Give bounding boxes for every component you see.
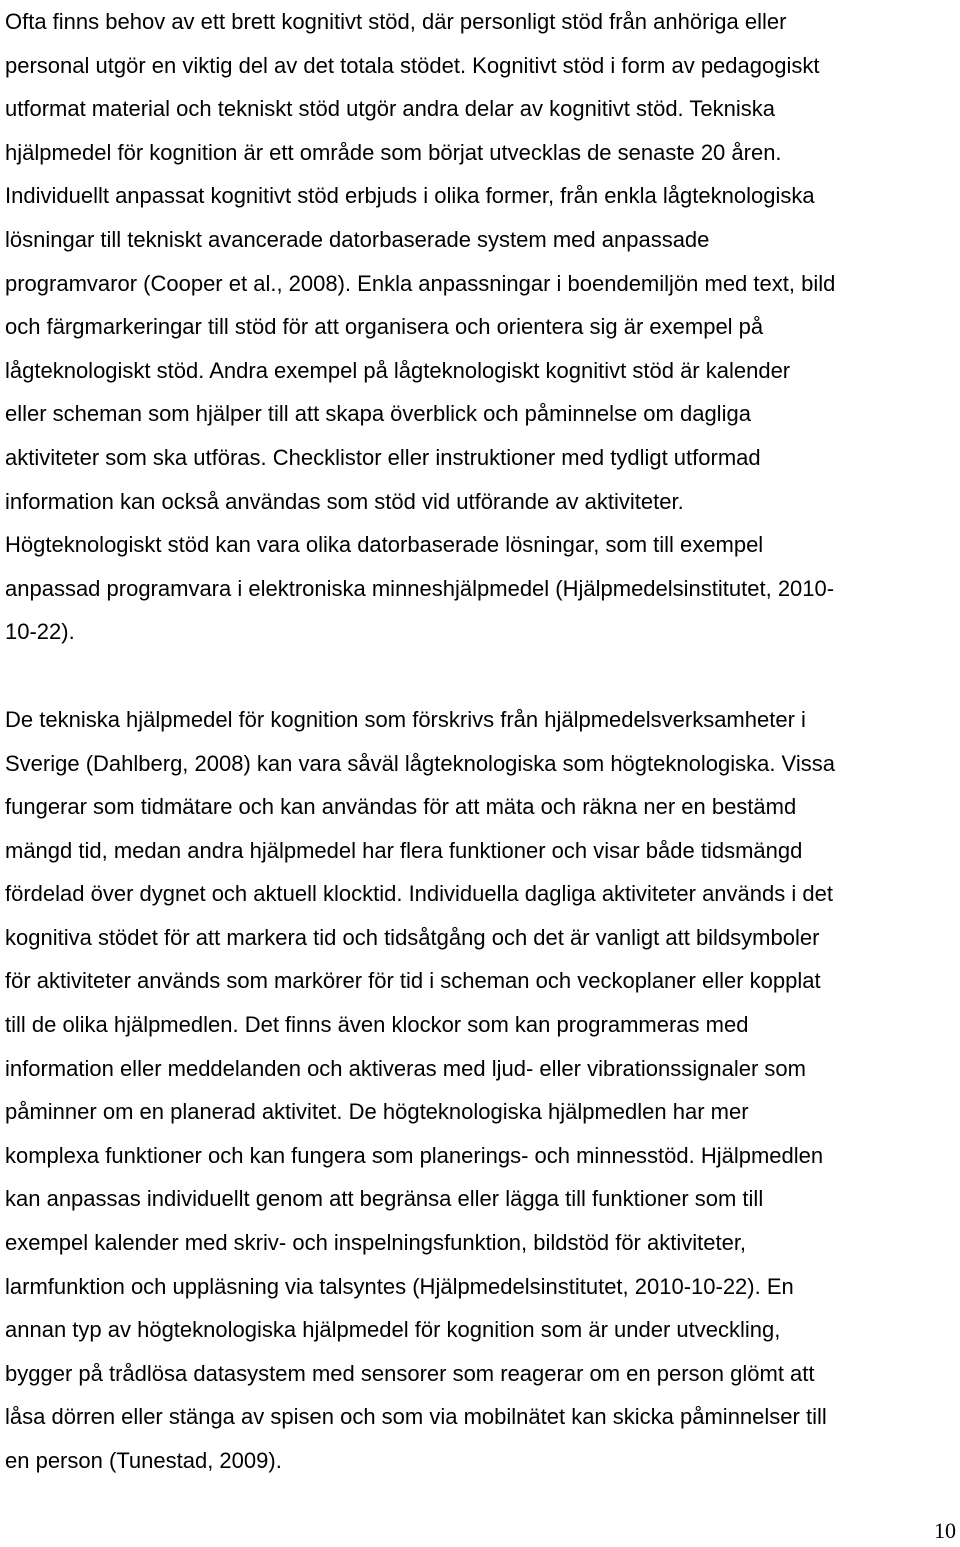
text-line: programvaror (Cooper et al., 2008). Enkla anpassningar i boendemiljön med text, bild: [5, 270, 836, 296]
text-line: en person (Tunestad, 2009).: [5, 1448, 282, 1473]
paragraph-2: [5, 698, 960, 1483]
paragraph-spacer: [5, 654, 960, 698]
text-line: lågteknologiskt stöd. Andra exempel på lågteknologiskt kognitivt stöd är kalender: [5, 357, 791, 383]
text-line: lösningar till tekniskt avancerade datorbaserade system med anpassade: [5, 226, 710, 252]
text-line: information eller meddelanden och aktiveras med ljud- eller vibrationssignaler som: [5, 1055, 806, 1081]
text-line: aktiviteter som ska utföras. Checklistor eller instruktioner med tydligt utformad: [5, 444, 761, 470]
text-line: utformat material och tekniskt stöd utgör andra delar av kognitivt stöd. Tekniska: [5, 96, 775, 122]
text-line: information kan också användas som stöd vid utförande av aktiviteter.: [5, 488, 684, 514]
text-line: personal utgör en viktig del av det totala stödet. Kognitivt stöd i form av pedagogiskt: [5, 52, 820, 78]
text-line: och färgmarkeringar till stöd för att organisera och orientera sig är exempel på: [5, 314, 764, 340]
paragraph-1: [5, 0, 960, 654]
text-line: De tekniska hjälpmedel för kognition som förskrivs från hjälpmedelsverksamheter i: [5, 706, 806, 732]
text-line: hjälpmedel för kognition är ett område som börjat utvecklas de senaste 20 åren.: [5, 139, 782, 165]
text-line: Sverige (Dahlberg, 2008) kan vara såväl lågteknologiska som högteknologiska. Vissa: [5, 750, 835, 776]
text-line: Högteknologiskt stöd kan vara olika datorbaserade lösningar, som till exempel: [5, 532, 764, 558]
text-line: exempel kalender med skriv- och inspelningsfunktion, bildstöd för aktiviteter,: [5, 1230, 747, 1256]
text-line: eller scheman som hjälper till att skapa överblick och påminnelse om dagliga: [5, 401, 751, 427]
text-line: 10-22).: [5, 619, 75, 645]
text-line: Individuellt anpassat kognitivt stöd erbjuds i olika former, från enkla lågteknologiska: [5, 183, 815, 209]
text-line: till de olika hjälpmedlen. Det finns även klockor som kan programmeras med: [5, 1012, 749, 1038]
text-line: Ofta finns behov av ett brett kognitivt stöd, där personligt stöd från anhöriga eller: [5, 9, 787, 34]
text-line: mängd tid, medan andra hjälpmedel har flera funktioner och visar både tidsmängd: [5, 837, 803, 863]
text-line: fungerar som tidmätare och kan användas för att mäta och räkna ner en bestämd: [5, 794, 797, 820]
text-line: kan anpassas individuellt genom att begränsa eller lägga till funktioner som till: [5, 1186, 764, 1212]
text-line: kognitiva stödet för att markera tid och tidsåtgång och det är vanligt att bildsymboler: [5, 924, 820, 950]
text-line: bygger på trådlösa datasystem med sensorer som reagerar om en person glömt att: [5, 1360, 815, 1386]
text-line: anpassad programvara i elektroniska minneshjälpmedel (Hjälpmedelsinstitutet, 2010-: [5, 575, 835, 601]
text-line: fördelad över dygnet och aktuell klocktid. Individuella dagliga aktiviteter används i det: [5, 881, 833, 907]
text-line: påminner om en planerad aktivitet. De högteknologiska hjälpmedlen har mer: [5, 1099, 749, 1125]
text-line: låsa dörren eller stänga av spisen och som via mobilnätet kan skicka påminnelser till: [5, 1404, 827, 1430]
document-body: [5, 0, 960, 1483]
text-line: komplexa funktioner och kan fungera som planerings- och minnesstöd. Hjälpmedlen: [5, 1142, 824, 1168]
text-line: för aktiviteter används som markörer för tid i scheman och veckoplaner eller kopplat: [5, 968, 821, 994]
page-number: 10: [934, 1518, 956, 1543]
text-line: annan typ av högteknologiska hjälpmedel för kognition som är under utveckling,: [5, 1317, 781, 1343]
text-line: larmfunktion och uppläsning via talsyntes (Hjälpmedelsinstitutet, 2010-10-22). En: [5, 1273, 794, 1299]
